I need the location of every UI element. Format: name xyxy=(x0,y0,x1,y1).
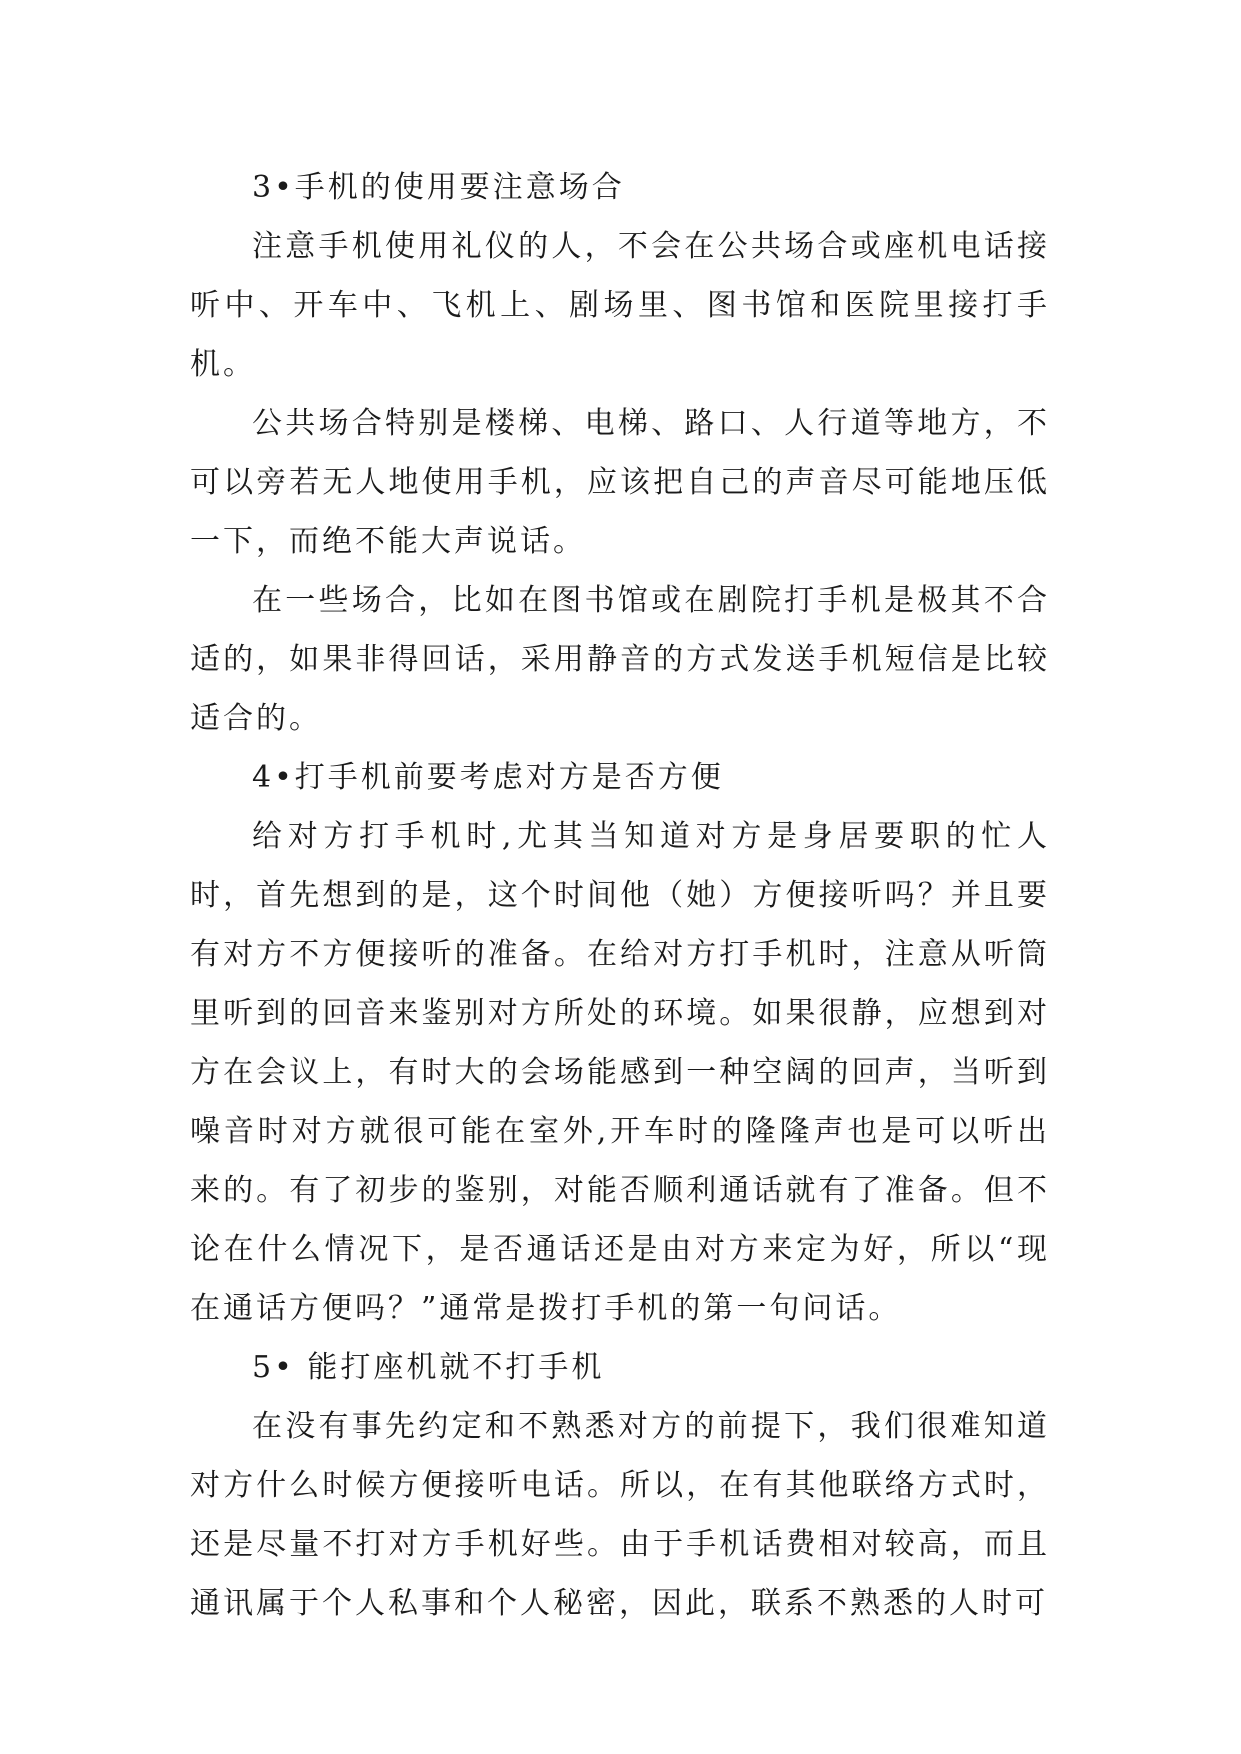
paragraph: 注意手机使用礼仪的人，不会在公共场合或座机电话接听中、开车中、飞机上、剧场里、图书馆和医院里接打手机。 xyxy=(190,229,1050,382)
section-heading: 4•打手机前要考虑对方是否方便 xyxy=(252,760,724,795)
section-heading: 5• 能打座机就不打手机 xyxy=(252,1350,605,1385)
section-heading: 3•手机的使用要注意场合 xyxy=(252,170,625,205)
paragraph: 在一些场合，比如在图书馆或在剧院打手机是极其不合适的，如果非得回话，采用静音的方式发送手机短信是比较适合的。 xyxy=(190,583,1050,736)
paragraph: 在没有事先约定和不熟悉对方的前提下，我们很难知道对方什么时候方便接听电话。所以，在有其他联络方式时，还是尽量不打对方手机好些。由于手机话费相对较高，而且通讯属于个人私事和个人秘密，因此，联系不熟悉的人时可 xyxy=(190,1409,1050,1621)
document-body xyxy=(190,158,1050,1633)
paragraph: 公共场合特别是楼梯、电梯、路口、人行道等地方，不可以旁若无人地使用手机，应该把自己的声音尽可能地压低一下，而绝不能大声说话。 xyxy=(190,406,1050,559)
paragraph: 给对方打手机时,尤其当知道对方是身居要职的忙人时，首先想到的是，这个时间他（她）方便接听吗？并且要有对方不方便接听的准备。在给对方打手机时，注意从听筒里听到的回音来鉴别对方所处的环境。如果很静，应想到对方在会议上，有时大的会场能感到一种空阔的回声，当听到噪音时对方就很可能在室外,开车时的隆隆声也是可以听出来的。有了初步的鉴别，对能否顺利通话就有了准备。但不论在什么情况下，是否通话还是由对方来定为好，所以“现在通话方便吗？”通常是拨打手机的第一句问话。 xyxy=(190,819,1050,1326)
